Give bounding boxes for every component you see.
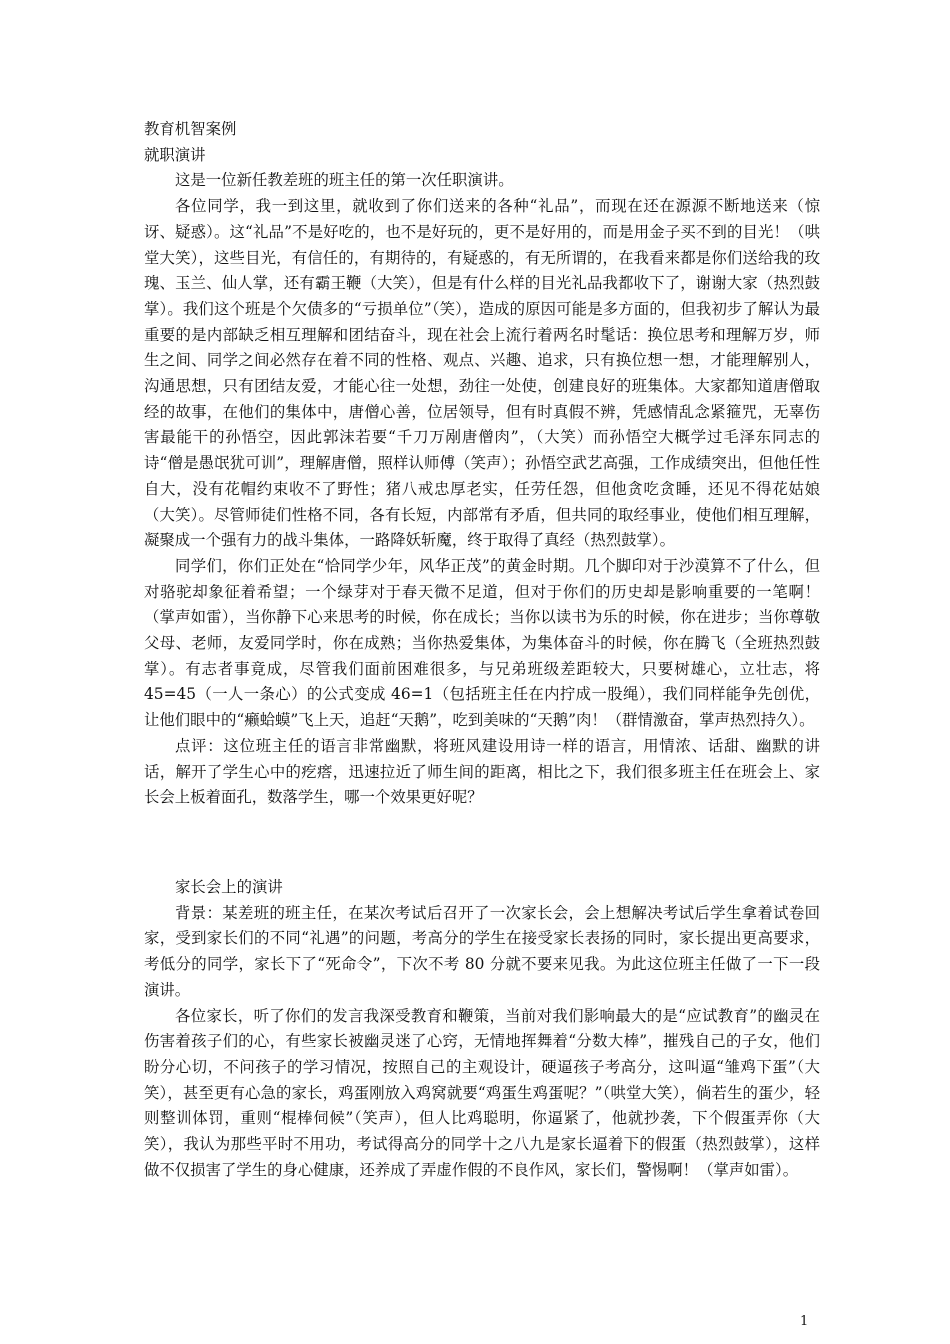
paragraph-background: 背景：某差班的班主任，在某次考试后召开了一次家长会，会上想解决考试后学生拿着试卷回家，受到家长们的不同“礼遇”的问题，考高分的学生在接受家长表扬的同时，家长提出更高要求，考低分的同学，家长下了“死命令”，下次不考 80 分就不要来见我。为此这位班主任做了一下一段演讲。 — [144, 903, 820, 999]
section-spacer — [144, 811, 820, 875]
paragraph-speech-part-1: 各位同学，我一到这里，就收到了你们送来的各种“礼品”，而现在还在源源不断地送来（惊讶、疑惑）。这“礼品”不是好吃的，也不是好玩的，更不是好用的，而是用金子买不到的目光！（哄堂大笑），这些目光，有信任的，有期待的，有疑惑的，有无所谓的，在我看来都是你们送给我的玫瑰、玉兰、仙人掌，还有霸王鞭（大笑），但是有什么样的目光礼品我都收下了，谢谢大家（热烈鼓掌）。我们这个班是个欠债多的“亏损单位”（笑），造成的原因可能是多方面的，但我初步了解认为最重要的是内部缺乏相互理解和团结奋斗，现在社会上流行着两名时髦话：换位思考和理解万岁，师生之间、同学之间必然存在着不同的性格、观点、兴趣、追求，只有换位想一想，才能理解别人，沟通思想，只有团结友爱，才能心往一处想，劲往一处使，创建良好的班集体。大家都知道唐僧取经的故事，在他们的集体中，唐僧心善，位居领导，但有时真假不辨，凭感情乱念紧箍咒，无辜伤害最能干的孙悟空，因此郭沫若要“千刀万剐唐僧肉”，（大笑）而孙悟空大概学过毛泽东同志的诗“僧是愚氓犹可训”，理解唐僧，照样认师傅（笑声）；孙悟空武艺高强，工作成绩突出，但他任性自大，没有花帽约束收不了野性；猪八戒忠厚老实，任劳任怨，但他贪吃贪睡，还见不得花姑娘（大笑）。尽管师徒们性格不同，各有长短，内部常有矛盾，但共同的取经事业，使他们相互理解，凝聚成一个强有力的战斗集体，一路降妖斩魔，终于取得了真经（热烈鼓掌）。 — [144, 197, 820, 550]
paragraph-intro: 这是一位新任教差班的班主任的第一次任职演讲。 — [175, 171, 514, 190]
paragraph-parent-speech: 各位家长，听了你们的发言我深受教育和鞭策，当前对我们影响最大的是“应试教育”的幽灵在伤害着孩子们的心，有些家长被幽灵迷了心窍，无情地挥舞着“分数大棒”，摧残自己的子女，他们盼分心切，不问孩子的学习情况，按照自己的主观设计，硬逼孩子考高分，这叫逼“雏鸡下蛋”（大笑），甚至更有心急的家长，鸡蛋刚放入鸡窝就要“鸡蛋生鸡蛋呢？”（哄堂大笑），倘若生的蛋少，轻则整训体罚，重则“棍棒伺候”（笑声），但人比鸡聪明，你逼紧了，他就抄袭，下个假蛋弄你（大笑），我认为那些平时不用功，考试得高分的同学十之八九是家长逼着下的假蛋（热烈鼓掌），这样做不仅损害了学生的身心健康，还养成了弄虚作假的不良作风，家长们，警惕啊！（掌声如雷）。 — [144, 1006, 820, 1179]
page-number: 1 — [800, 1314, 809, 1329]
document-body — [144, 117, 820, 1183]
paragraph-speech-part-2: 同学们，你们正处在“恰同学少年，风华正茂”的黄金时期。几个脚印对于沙漠算不了什么，但对骆驼却象征着希望；一个绿芽对于春天微不足道，但对于你们的历史却是影响重要的一笔啊！（掌声如雷），当你静下心来思考的时候，你在成长；当你以读书为乐的时候，你在进步；当你尊敬父母、老师，友爱同学时，你在成熟；当你热爱集体，为集体奋斗的时候，你在腾飞（全班热烈鼓掌）。有志者事竟成，尽管我们面前困难很多，与兄弟班级差距较大，只要树雄心，立壮志，将 45=45（一人一条心）的公式变成 46=1（包括班主任在内拧成一股绳），我们同样能争先创优，让他们眼中的“癞蛤蟆”飞上天，追赶“天鹅”，吃到美味的“天鹅”肉！（群情激奋，掌声热烈持久）。 — [144, 556, 820, 730]
section-heading-inaugural-speech: 就职演讲 — [144, 145, 206, 164]
document-title: 教育机智案例 — [144, 120, 237, 138]
section-heading-parent-meeting-speech: 家长会上的演讲 — [175, 877, 283, 896]
paragraph-comment: 点评：这位班主任的语言非常幽默，将班风建设用诗一样的语言，用情浓、话甜、幽默的讲话，解开了学生心中的疙瘩，迅速拉近了师生间的距离，相比之下，我们很多班主任在班会上、家长会上板着面孔，数落学生，哪一个效果更好呢？ — [144, 736, 820, 807]
